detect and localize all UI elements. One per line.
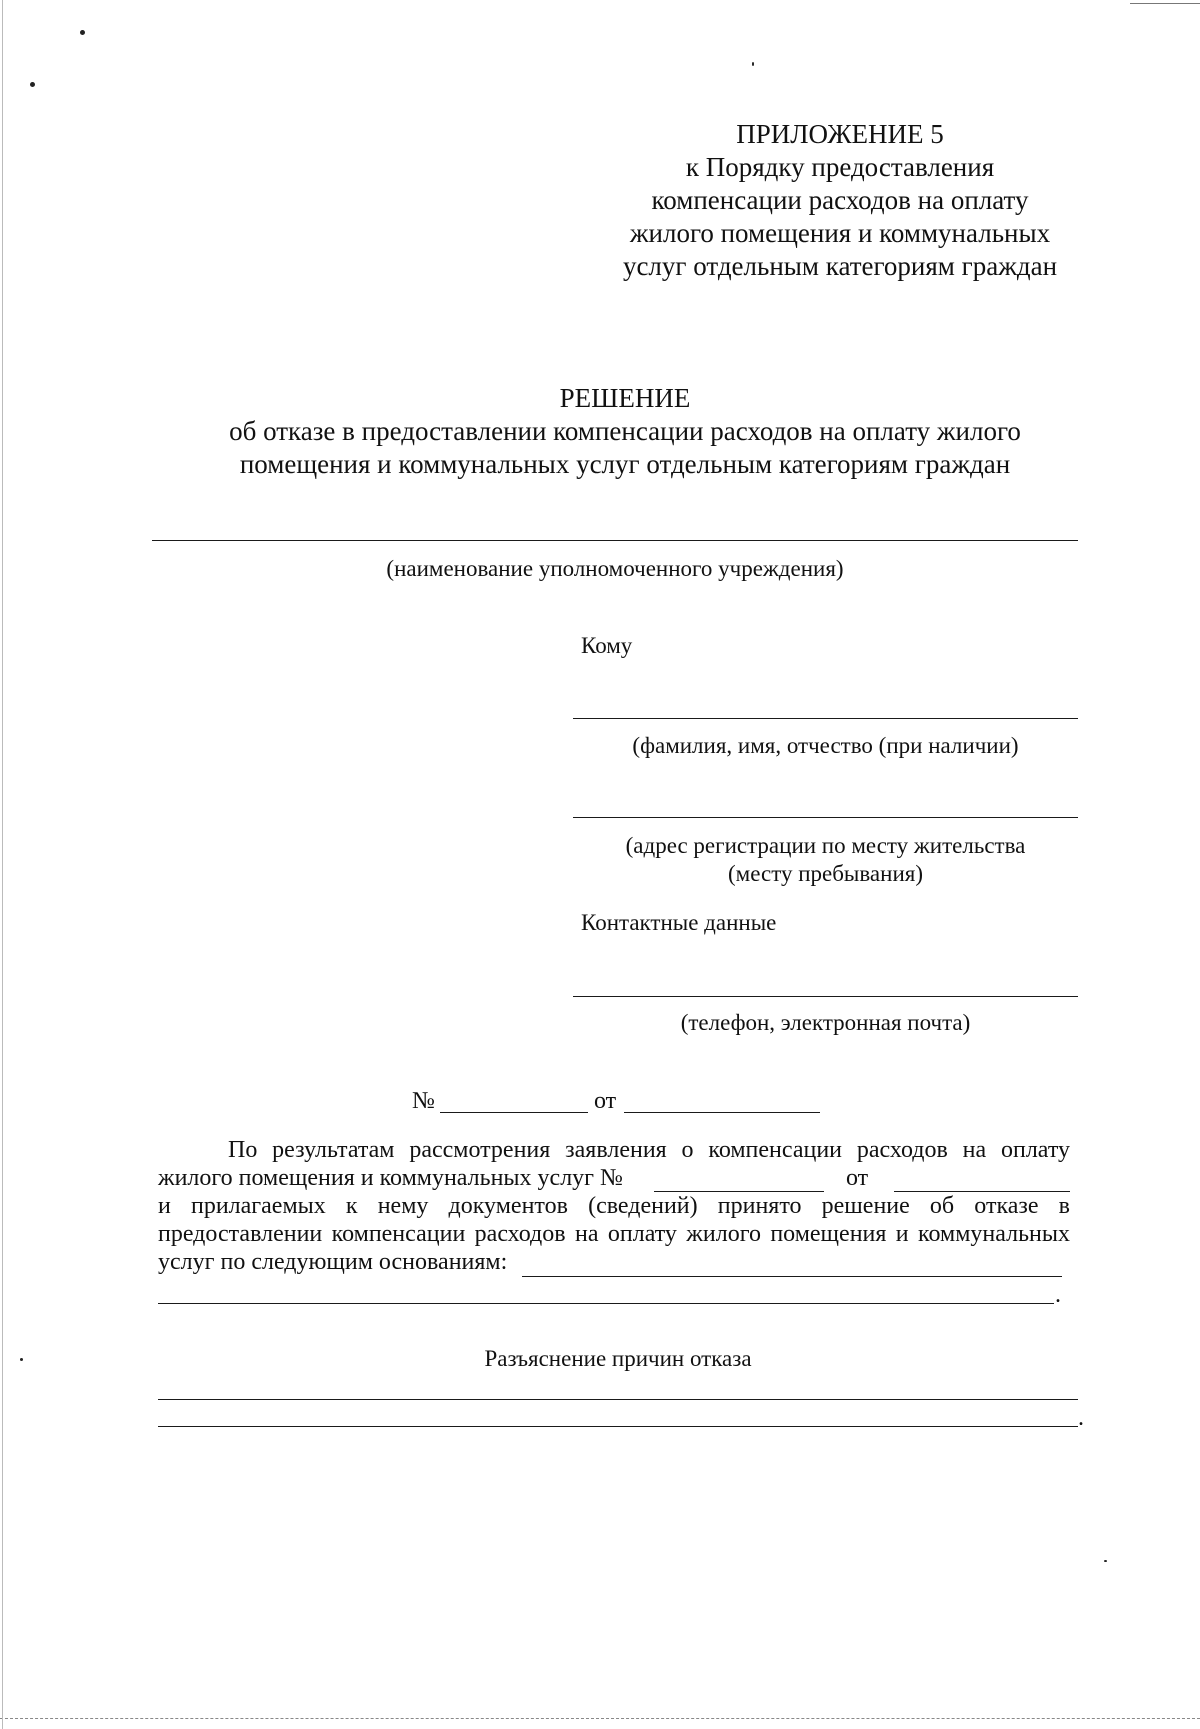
- body-text: услуг по следующим основаниям:: [158, 1249, 508, 1275]
- recipient-name-line[interactable]: [573, 718, 1078, 719]
- number-sign: №: [412, 1088, 435, 1114]
- body-line-4: [158, 1220, 1070, 1248]
- scan-speck: [752, 62, 754, 66]
- contacts-caption: (телефон, электронная почта): [680, 1010, 971, 1035]
- recipient-name-caption: (фамилия, имя, отчество (при наличии): [632, 733, 1019, 758]
- appendix-line: компенсации расходов на оплату: [651, 185, 1029, 215]
- body-text: жилого помещения и коммунальных услуг №: [158, 1165, 623, 1191]
- body-text: и прилагаемых к нему документов (сведений) принято решение об отказе в: [158, 1193, 1070, 1219]
- appendix-line: жилого помещения и коммунальных: [629, 218, 1051, 248]
- appendix-block: [590, 118, 1090, 283]
- explanation-line-2[interactable]: [158, 1426, 1078, 1427]
- number-date-line[interactable]: [624, 1112, 820, 1113]
- contacts-label: Контактные данные: [581, 910, 777, 935]
- number-line[interactable]: [440, 1112, 588, 1113]
- grounds-period: .: [1055, 1282, 1061, 1308]
- scan-edge-left: [2, 0, 3, 1729]
- decision-subtitle: помещения и коммунальных услуг отдельным категориям граждан: [239, 449, 1011, 479]
- recipient-address-caption: (месту пребывания): [728, 861, 923, 886]
- grounds-line-1[interactable]: [522, 1276, 1062, 1277]
- body-text: предоставлении компенсации расходов на оплату жилого помещения и коммунальных: [158, 1221, 1070, 1247]
- explanation-line-1[interactable]: [158, 1399, 1078, 1400]
- decision-subtitle: об отказе в предоставлении компенсации расходов на оплату жилого: [229, 416, 1021, 446]
- explanation-period: .: [1078, 1405, 1084, 1431]
- scan-speck: [30, 82, 35, 87]
- body-line-3: [158, 1192, 1070, 1220]
- number-from-word: от: [594, 1088, 617, 1114]
- appendix-title: ПРИЛОЖЕНИЕ 5: [736, 119, 944, 149]
- institution-caption: (наименование уполномоченного учреждения): [386, 556, 844, 581]
- body-text: По результатам рассмотрения заявления о компенсации расходов на оплату: [228, 1137, 1070, 1163]
- appendix-line: услуг отдельным категориям граждан: [622, 251, 1058, 281]
- contacts-line[interactable]: [573, 996, 1078, 997]
- recipient-address-caption: (адрес регистрации по месту жительства: [625, 833, 1026, 858]
- decision-title-block: [130, 382, 1120, 481]
- body-line-2: [158, 1164, 623, 1192]
- scan-edge-top: [1130, 3, 1200, 4]
- institution-name-line[interactable]: [152, 540, 1078, 541]
- scan-speck: [80, 30, 85, 35]
- scan-speck: [1104, 1560, 1107, 1562]
- explanation-label: Разъяснение причин отказа: [484, 1346, 752, 1371]
- recipient-to-label: Кому: [581, 633, 633, 658]
- recipient-address-line[interactable]: [573, 817, 1078, 818]
- scan-edge-bottom: [0, 1718, 1200, 1719]
- grounds-line-2[interactable]: [158, 1303, 1054, 1304]
- body-line-5: [158, 1248, 507, 1276]
- body-line-1: [158, 1136, 1070, 1164]
- body-from-word: от: [846, 1165, 869, 1191]
- appendix-line: к Порядку предоставления: [685, 152, 995, 182]
- decision-title: РЕШЕНИЕ: [559, 383, 691, 413]
- scan-speck: [20, 1358, 23, 1361]
